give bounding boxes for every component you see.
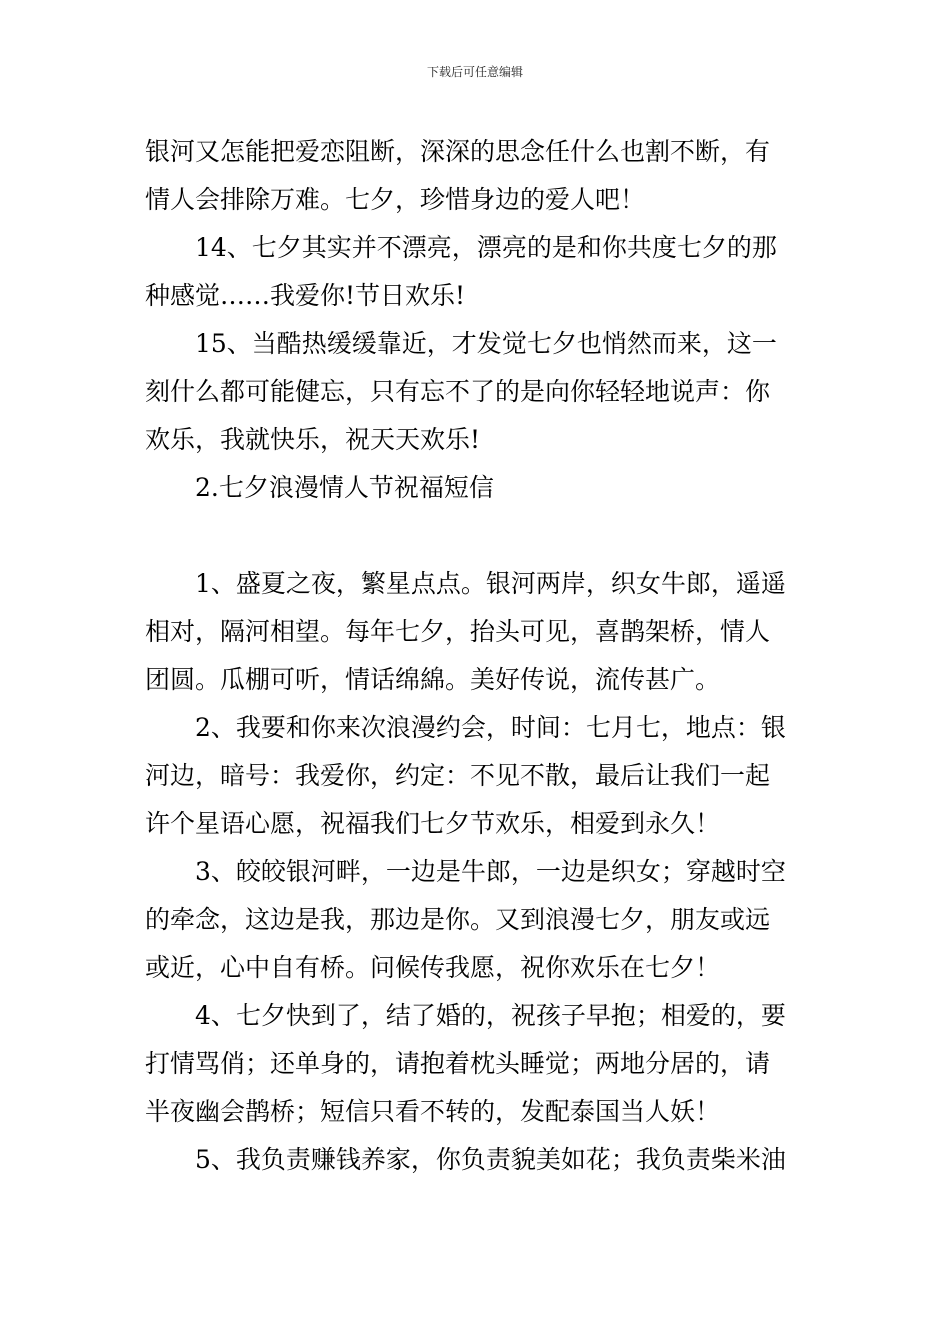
text-line: 1、盛夏之夜，繁星点点。银河两岸，织女牛郎，遥遥	[195, 569, 786, 598]
document-body	[145, 128, 810, 1184]
page-header-note: 下载后可任意编辑	[426, 65, 523, 79]
text-line: 欢乐，我就快乐，祝天天欢乐!	[145, 425, 481, 454]
text-line: 或近，心中自有桥。问候传我愿，祝你欢乐在七夕！	[145, 953, 721, 982]
text-line: 2、我要和你来次浪漫约会，时间：七月七，地点：银	[195, 713, 786, 742]
text-line: 情人会排除万难。七夕，珍惜身边的爱人吧！	[145, 185, 646, 214]
text-line: 14、七夕其实并不漂亮，漂亮的是和你共度七夕的那	[195, 233, 777, 262]
text-line: 河边，暗号：我爱你，约定：不见不散，最后让我们一起	[145, 761, 771, 790]
text-line: 相对，隔河相望。每年七夕，抬头可见，喜鹊架桥，情人	[145, 617, 771, 646]
text-line: 4、七夕快到了，结了婚的，祝孩子早抱；相爱的，要	[195, 1001, 786, 1030]
text-line: 打情骂俏；还单身的，请抱着枕头睡觉；两地分居的，请	[145, 1049, 771, 1078]
text-line: 的牵念，这边是我，那边是你。又到浪漫七夕，朋友或远	[145, 905, 771, 934]
text-line: 种感觉……我爱你!节日欢乐!	[145, 281, 466, 310]
blank-line	[145, 512, 810, 560]
text-line: 刻什么都可能健忘，只有忘不了的是向你轻轻地说声：你	[145, 377, 771, 406]
text-line: 半夜幽会鹊桥；短信只看不转的，发配泰国当人妖！	[145, 1097, 721, 1126]
text-line: 5、我负责赚钱养家，你负责貌美如花；我负责柴米油	[195, 1145, 786, 1174]
text-line: 许个星语心愿，祝福我们七夕节欢乐，相爱到永久！	[145, 809, 721, 838]
text-line: 15、当酷热缓缓靠近，才发觉七夕也悄然而来，这一	[195, 329, 777, 358]
text-line: 银河又怎能把爱恋阻断，深深的思念任什么也割不断，有	[145, 137, 771, 166]
text-line: 3、皎皎银河畔，一边是牛郎，一边是织女；穿越时空	[195, 857, 786, 886]
text-line: 团圆。瓜棚可听，情话绵綿。美好传说，流传甚广。	[145, 665, 721, 694]
section-heading: 2.七夕浪漫情人节祝福短信	[195, 473, 494, 502]
